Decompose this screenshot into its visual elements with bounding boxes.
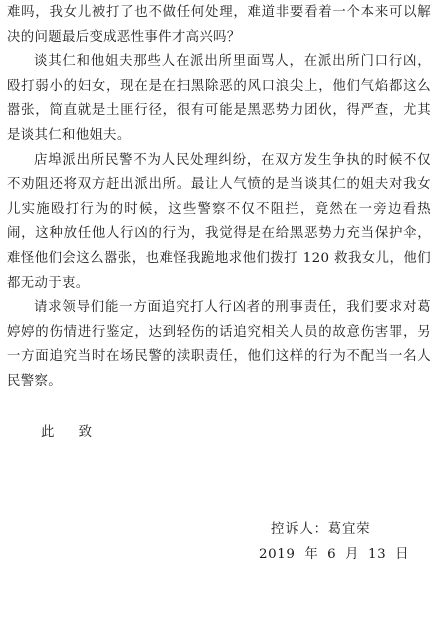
- paragraph-continuation: 难吗，我女儿被打了也不做任何处理，难道非要看着一个本来可以解决的问题最后变成恶性事件才高兴吗？: [7, 5, 431, 45]
- document-body: [7, 1, 431, 395]
- paragraph-requests: 请求领导们能一方面追究打人行凶者的刑事责任，我们要求对葛婷婷的伤情进行鉴定，达到轻伤的话追究相关人员的故意伤害罪，另一方面追究当时在场民警的渎职责任，他们这样的行为不配当一名人民警察。: [7, 300, 431, 389]
- closing-salutation: 此 致: [41, 425, 103, 440]
- complainant-signature: 控诉人：葛宜荣: [271, 522, 371, 537]
- paragraph-accused-behavior: 谈其仁和他姐夫那些人在派出所里面骂人，在派出所门口行凶，殴打弱小的妇女，现在是在扫黑除恶的风口浪尖上，他们气焰都这么嚣张，简直就是土匪行径，很有可能是黑恶势力团伙，得严查，尤其是谈其仁和他姐夫。: [7, 54, 431, 143]
- document-date: 2019 年 6 月 13 日: [259, 547, 410, 562]
- paragraph-police-conduct: 店埠派出所民警不为人民处理纠纷，在双方发生争执的时候不仅不劝阻还将双方赶出派出所。最让人气愤的是当谈其仁的姐夫对我女儿实施殴打行为的时候，这些警察不仅不阻拦，竟然在一旁边看热闹，这种放任他人行凶的行为，我觉得是在给黑恶势力充当保护伞，难怪他们会这么嚣张，也难怪我跪地求他们拨打 120 救我女儿，他们都无动于衷。: [7, 152, 431, 291]
